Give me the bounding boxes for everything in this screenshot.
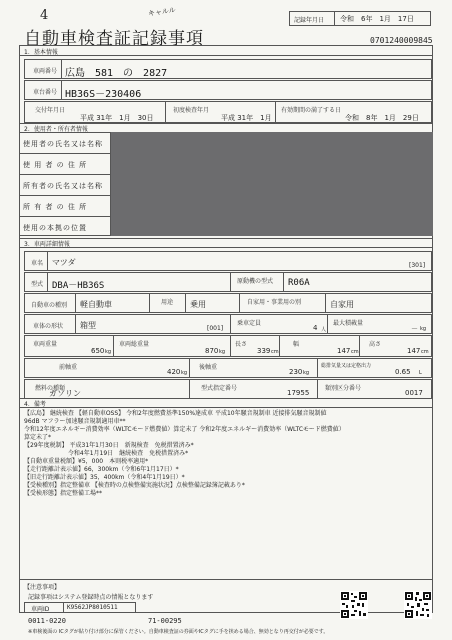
model-value: DBA－HB36S [52,281,105,291]
car-name-code: [301] [409,262,426,269]
category-no-value: 0017 [405,389,423,397]
first-reg-value: 平成 31年 1月 [221,114,272,122]
use-value: 乗用 [190,300,206,309]
fuel-value: ガソリン [49,389,81,398]
notice-text: 記録事項はシステム登録時点の情報となります [28,594,154,601]
section2-title: 2．使用者・所有者情報 [24,126,88,133]
code-right: 71-00295 [148,617,182,625]
owner-table [19,132,433,236]
length-unit: cm [271,349,279,355]
engine-value: R06A [288,278,310,288]
kind-row [24,293,432,313]
type-no-label: 型式指定番号 [201,385,238,392]
remark-line: 算定未了* [24,434,52,441]
remark-line: 【受検種別】指定整備車 【検査時の点検整備実施状況】点検整備記録簿記載あり* [24,482,245,489]
max-load-label: 最大積載量 [333,320,364,327]
page-title: 自動車検査証記録事項 [24,29,204,49]
fuel-row [24,379,432,399]
rear-axle-value: 230 [289,368,303,376]
weight-label: 車両重量 [33,341,58,348]
owner-row-label: 使用者の氏名又は名称 [23,140,103,148]
front-axle-value: 420 [167,368,181,376]
qr-code-left [340,591,368,619]
model-row [24,272,432,292]
displacement-label: 総排気量又は定格出力 [321,363,372,369]
gross-label: 車両総重量 [119,341,150,348]
vehicle-id-label: 車両ID [31,606,50,613]
expiry-label: 有効期間の満了する日 [281,107,342,114]
handwritten-number: 4 [40,8,49,23]
first-reg-label: 初度検査年月 [173,107,210,114]
weight-value: 650 [91,347,105,355]
shape-row [24,314,432,334]
section3-title: 3．車両詳細情報 [24,241,70,248]
chassis-row [24,80,432,100]
record-date-value: 令和 6年 1月 17日 [340,15,414,23]
kind-label: 自動車の種別 [31,302,68,309]
width-value: 147 [337,347,351,355]
dimension-row [24,335,432,357]
axle-row [24,358,432,378]
owner-row-label: 所有者の氏名又は名称 [23,182,103,190]
displacement-unit: L [419,370,422,376]
notice-title: 【注意事項】 [24,584,61,591]
front-axle-label: 前軸重 [59,364,78,371]
capacity-label: 乗車定員 [237,320,262,327]
remark-line: 【走行距離計表示値】66，300km（令和6年1月17日）* [24,466,179,473]
purpose-label: 自家用・事業用の別 [247,299,302,306]
capacity-unit: 人 [321,327,327,333]
chassis-value: HB36S－230406 [65,89,142,100]
height-label: 高さ [369,341,382,348]
purpose-value: 自家用 [330,300,354,309]
remark-line: 令和12年度エネルギー消費効率（WLTCモード燃費値）算定未了 令和2年度エネルギー消費効率（WLTCモード燃費値） [24,426,345,433]
displacement-value: 0.65 [395,368,411,376]
length-label: 長さ [235,341,248,348]
issue-date-value: 平成 31年 1月 30日 [80,114,154,122]
owner-row-label: 使 用 者 の 住 所 [23,161,88,169]
width-unit: cm [351,349,359,355]
vehicle-id-value: K9562JP8010511 [67,604,118,611]
record-date-box [289,11,431,26]
document-number: 0701240009845 [370,36,433,45]
code-left: 0011-0220 [28,617,66,625]
rear-axle-label: 後軸重 [199,364,218,371]
car-name-label: 車名 [31,260,44,267]
section4-title: 4．備考 [24,401,46,408]
gross-unit: kg [219,349,226,355]
car-name-value: マツダ [52,258,76,267]
record-date-label: 記録年月日 [294,17,325,24]
remark-line: 【自動車重量税額】¥5，000 本則税率適用* [24,458,149,465]
gross-value: 870 [205,347,219,355]
expiry-value: 令和 8年 1月 29日 [345,114,419,122]
shape-value: 箱型 [80,321,96,330]
shape-code: [001] [207,325,224,332]
remark-line: 【受検形態】指定整備工場** [24,490,103,497]
type-no-value: 17955 [287,389,310,397]
length-value: 339 [257,347,271,355]
kind-value: 軽自動車 [80,300,112,309]
weight-unit: kg [105,349,112,355]
shape-label: 車体の形状 [33,323,64,330]
redaction-block [111,132,433,236]
remark-line: 96dB マフラー加速騒音規制適用車** [24,418,126,425]
chassis-label: 車台番号 [33,89,58,96]
vehicle-id-box [24,602,136,613]
remark-line: 【29年度税制】 平成31年1月30日 新規検査 免税措置済み* [24,442,194,449]
model-label: 型式 [31,281,44,288]
height-value: 147 [407,347,421,355]
fuel-label: 燃料の種類 [35,385,66,392]
height-unit: cm [421,349,429,355]
front-axle-unit: kg [181,370,188,376]
remark-line: 【広島】 継続検査 【軽自動車OSS】 令和2年度燃費基準150%達成車 平成10年騒音規制車 近接排気騒音規制値 [24,410,327,417]
owner-row-label: 使用の本拠の位置 [23,224,87,232]
category-no-label: 類別区分番号 [325,385,362,392]
reg-no-label: 車両番号 [33,68,58,75]
engine-label: 原動機の型式 [237,278,274,285]
car-name-row [24,251,432,271]
use-label: 用途 [161,299,174,306]
bottom-note: ※車検後面の ICタグが貼り付け部分に保管ください。自動車検査証の券面やICタグに手を挟める場合、無効となり再交付が必要です。 [28,629,329,635]
width-label: 幅 [293,341,300,348]
reg-no-row [24,59,432,79]
owner-row-label: 所 有 者 の 住 所 [23,203,88,211]
remarks-block [24,410,430,498]
issue-date-label: 交付年月日 [35,107,66,114]
reg-no-value: 広島 581 の 2827 [65,68,168,79]
max-load-value: － [411,325,418,333]
rear-axle-unit: kg [303,370,310,376]
section1-title: 1．基本情報 [24,49,58,56]
remark-line: 【旧走行距離計表示値】35，400km（令和4年1月19日）* [24,474,185,481]
dates-row [24,101,432,123]
qr-code-right [404,591,432,619]
max-load-unit: kg [420,326,427,332]
remark-line: 令和4年1月19日 継続検査 免税措置済み* [24,450,189,457]
capacity-value: 4 [313,324,318,332]
handwritten-note: キャルル [147,6,177,18]
